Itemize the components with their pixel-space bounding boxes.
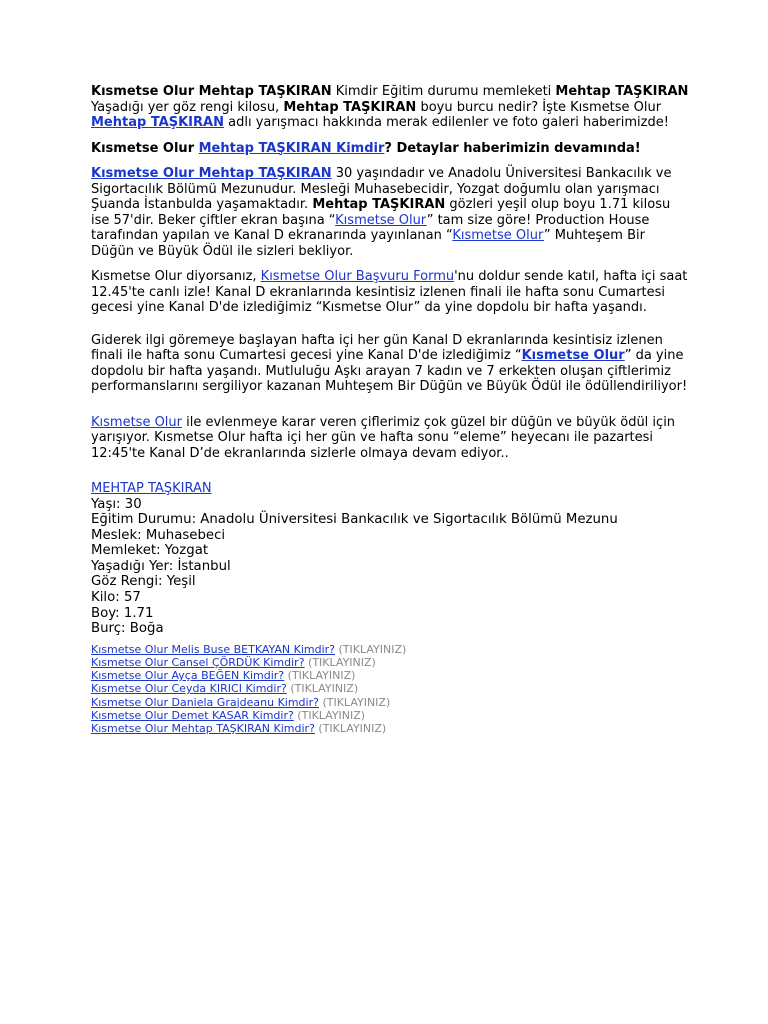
application-paragraph bbox=[91, 269, 691, 316]
show-text: Giderek ilgi göremeye başlayan hafta içi her gün Kanal D ekranlarında kesintisiz izlenen finali ile hafta sonu Cumartesi gecesi yine Kanal D'de izlediğimiz “ bbox=[91, 332, 663, 363]
related-link-note: (TIKLAYINIZ) bbox=[304, 656, 376, 670]
profile-hometown: Memleket: Yozgat bbox=[91, 543, 209, 559]
intro-paragraph bbox=[91, 84, 691, 131]
related-link[interactable]: Kısmetse Olur Ayça BEĞEN Kimdir? bbox=[91, 669, 285, 683]
profile-heading-link[interactable]: MEHTAP TAŞKIRAN bbox=[91, 481, 212, 496]
profile-education: Eğitim Durumu: Anadolu Üniversitesi Bankacılık ve Sigortacılık Bölümü Mezunu bbox=[91, 512, 618, 528]
related-link-item bbox=[91, 682, 691, 695]
related-link-item bbox=[91, 643, 691, 656]
intro-text: Yaşadığı yer göz rengi kilosu, bbox=[91, 99, 284, 115]
intro-bold-name: Mehtap TAŞKIRAN bbox=[283, 99, 417, 115]
bio-bold-name: Mehtap TAŞKIRAN bbox=[312, 197, 446, 212]
show-link[interactable]: Kısmetse Olur bbox=[452, 228, 544, 243]
intro-bold-title: Kısmetse Olur Mehtap TAŞKIRAN bbox=[91, 84, 332, 99]
show-link[interactable]: Kısmetse Olur bbox=[521, 348, 625, 363]
profile-age: Yaşı: 30 bbox=[91, 496, 142, 512]
bio-text: ” tam size göre! Production House tarafından yapılan ve Kanal D ekranarında yayınlanan “ bbox=[91, 212, 650, 243]
subheading-link[interactable]: Mehtap TAŞKIRAN Kimdir bbox=[198, 140, 385, 156]
show-paragraph bbox=[91, 333, 691, 395]
subheading-text: ? Detaylar haberimizin devamında! bbox=[384, 140, 641, 156]
related-link-note: (TIKLAYINIZ) bbox=[284, 669, 356, 683]
bio-paragraph bbox=[91, 166, 691, 259]
related-link[interactable]: Kısmetse Olur Cansel ÇÖRDÜK Kimdir? bbox=[91, 656, 305, 670]
application-text: 'nu doldur sende katıl, hafta içi saat 12.45'te canlı izle! Kanal D ekranlarında kesintisiz izlenen finali ile hafta sonu Cumartesi gecesi yine Kanal D'de izlediğimiz “Kısmetse Olur” da yine dopdolu bir hafta yaşandı. bbox=[91, 269, 688, 315]
application-text: Kısmetse Olur diyorsanız, bbox=[91, 269, 261, 284]
article-body bbox=[91, 84, 691, 735]
related-link-item bbox=[91, 709, 691, 722]
related-links-list bbox=[91, 643, 691, 735]
profile-block bbox=[91, 481, 691, 637]
wedding-paragraph bbox=[91, 415, 691, 462]
profile-residence: Yaşadığı Yer: İstanbul bbox=[91, 558, 231, 574]
show-link[interactable]: Kısmetse Olur bbox=[335, 212, 427, 228]
show-link[interactable]: Kısmetse Olur bbox=[91, 414, 182, 430]
subheading bbox=[91, 141, 691, 157]
related-link[interactable]: Kısmetse Olur Daniela Grajdeanu Kimdir? bbox=[91, 695, 319, 709]
subheading-text: Kısmetse Olur bbox=[91, 140, 199, 156]
show-text: ” da yine dopdolu bir hafta yaşandı. Mutluluğu Aşkı arayan 7 kadın ve 7 erkekten oluşan çiftlerimiz performanslarını sergiliyor kazanan Muhteşem Bir Düğün ve Büyük Ödül ile ödüllendiriliyor! bbox=[91, 348, 688, 394]
related-link[interactable]: Kısmetse Olur Demet KASAR Kimdir? bbox=[91, 708, 294, 722]
related-link-note: (TIKLAYINIZ) bbox=[293, 708, 366, 722]
related-link-note: (TIKLAYINIZ) bbox=[335, 642, 407, 656]
related-link[interactable]: Kısmetse Olur Melis Buse BETKAYAN Kimdir? bbox=[91, 642, 336, 656]
application-form-link[interactable]: Kısmetse Olur Başvuru Formu bbox=[260, 269, 455, 284]
related-link[interactable]: Kısmetse Olur Mehtap TAŞKIRAN Kimdir? bbox=[91, 722, 315, 736]
intro-text: Kimdir Eğitim durumu memleketi bbox=[331, 84, 556, 99]
related-link[interactable]: Kısmetse Olur Ceyda KIRICI Kimdir? bbox=[91, 682, 287, 696]
profile-occupation: Meslek: Muhasebeci bbox=[91, 527, 226, 543]
profile-eye-color: Göz Rengi: Yeşil bbox=[91, 574, 196, 590]
bio-text: 30 yaşındadır ve Anadolu Üniversitesi Bankacılık ve Sigortacılık Bölümü Mezunudur. Mesleği Muhasebecidir, Yozgat doğumlu olan yarışmacı Şuanda İstanbulda yaşamaktadır. bbox=[91, 166, 672, 212]
bio-text: gözleri yeşil olup boyu 1.71 kilosu ise 57'dir. Beker çiftler ekran başına “ bbox=[91, 197, 671, 228]
wedding-text: ile evlenmeye karar veren çiflerimiz çok güzel bir düğün ve büyük ödül için yarışıyor. Kısmetse Olur hafta içi her gün ve hafta sonu “eleme” heyecanı ile pazartesi 12:45'te Kanal D’de ekranlarında sizlerle olmaya devam ediyor.. bbox=[91, 414, 676, 461]
profile-height: Boy: 1.71 bbox=[91, 605, 154, 621]
related-link-item bbox=[91, 669, 691, 682]
profile-weight: Kilo: 57 bbox=[91, 590, 141, 606]
profile-zodiac: Burç: Boğa bbox=[91, 621, 164, 637]
bio-text: ” Muhteşem Bir Düğün ve Büyük Ödül ile sizleri bekliyor. bbox=[91, 228, 645, 259]
intro-text: boyu burcu nedir? İşte Kısmetse Olur bbox=[416, 99, 662, 115]
intro-bold-name: Mehtap TAŞKIRAN bbox=[555, 84, 689, 99]
related-link-note: (TIKLAYINIZ) bbox=[314, 722, 387, 736]
intro-text: adlı yarışmacı hakkında merak edilenler ve foto galeri haberimizde! bbox=[223, 115, 669, 130]
related-link-item bbox=[91, 722, 691, 735]
related-link-note: (TIKLAYINIZ) bbox=[318, 695, 391, 709]
related-link-note: (TIKLAYINIZ) bbox=[286, 682, 359, 696]
related-link-item bbox=[91, 696, 691, 709]
intro-name-link[interactable]: Mehtap TAŞKIRAN bbox=[91, 115, 224, 130]
bio-title-link[interactable]: Kısmetse Olur Mehtap TAŞKIRAN bbox=[91, 166, 332, 181]
related-link-item bbox=[91, 656, 691, 669]
